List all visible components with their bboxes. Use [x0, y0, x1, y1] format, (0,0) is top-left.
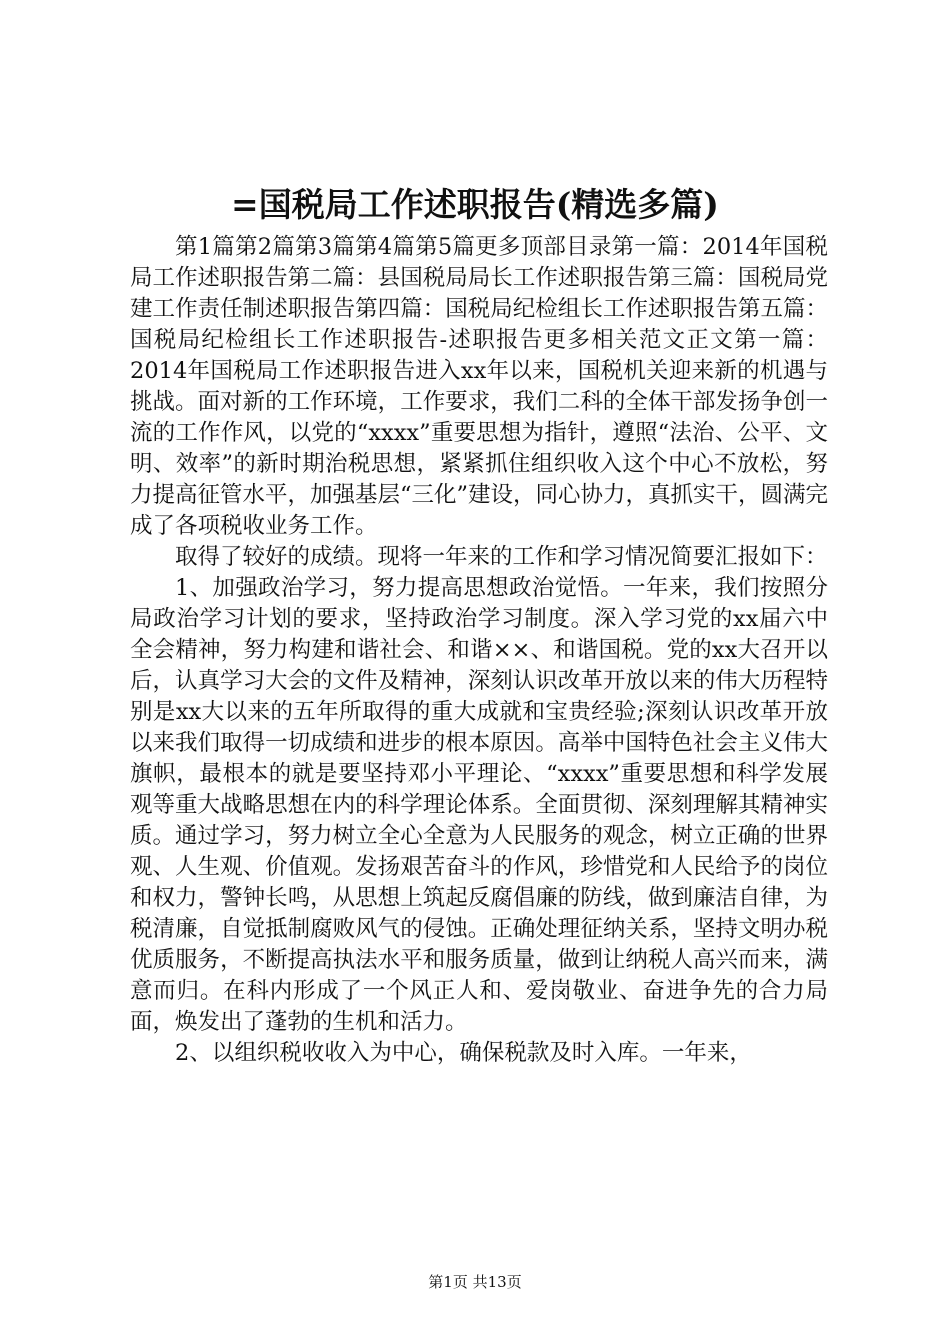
page-number-footer: 第1页 共13页: [428, 1273, 522, 1291]
paragraph: 2、以组织税收收入为中心，确保税款及时入库。一年来，: [175, 1040, 752, 1066]
paragraph: 取得了较好的成绩。现将一年来的工作和学习情况简要汇报如下：: [175, 544, 828, 570]
document-title: =国税局工作述职报告(精选多篇): [231, 185, 719, 224]
paragraph: 1、加强政治学习，努力提高思想政治觉悟。一年来，我们按照分局政治学习计划的要求，坚持政治学习制度。深入学习党的xx届六中全会精神，努力构建和谐社会、和谐××、和谐国税。党的xx大召开以后，认真学习大会的文件及精神，深刻认识改革开放以来的伟大历程特别是xx大以来的五年所取得的重大成就和宝贵经验;深刻认识改革开放以来我们取得一切成绩和进步的根本原因。高举中国特色社会主义伟大旗帜，最根本的就是要坚持邓小平理论、“xxxx”重要思想和科学发展观等重大战略思想在内的科学理论体系。全面贯彻、深刻理解其精神实质。通过学习，努力树立全心全意为人民服务的观念，树立正确的世界观、人生观、价值观。发扬艰苦奋斗的作风，珍惜党和人民给予的岗位和权力，警钟长鸣，从思想上筑起反腐倡廉的防线，做到廉洁自律，为税清廉，自觉抵制腐败风气的侵蚀。正确处理征纳关系，坚持文明办税优质服务，不断提高执法水平和服务质量，做到让纳税人高兴而来，满意而归。在科内形成了一个风正人和、爱岗敬业、奋进争先的合力局面，焕发出了蓬勃的生机和活力。: [130, 575, 828, 1035]
paragraph: 第1篇第2篇第3篇第4篇第5篇更多顶部目录第一篇：2014年国税局工作述职报告第二篇：县国税局局长工作述职报告第三篇：国税局党建工作责任制述职报告第四篇：国税局纪检组长工作述职报告第五篇：国税局纪检组长工作述职报告-述职报告更多相关范文正文第一篇：2014年国税局工作述职报告进入xx年以来，国税机关迎来新的机遇与挑战。面对新的工作环境，工作要求，我们二科的全体干部发扬争创一流的工作作风，以党的“xxxx”重要思想为指针，遵照“法治、公平、文明、效率”的新时期治税思想，紧紧抓住组织收入这个中心不放松，努力提高征管水平，加强基层“三化”建设，同心协力，真抓实干，圆满完成了各项税收业务工作。: [130, 234, 829, 539]
document-body: [130, 232, 828, 1069]
